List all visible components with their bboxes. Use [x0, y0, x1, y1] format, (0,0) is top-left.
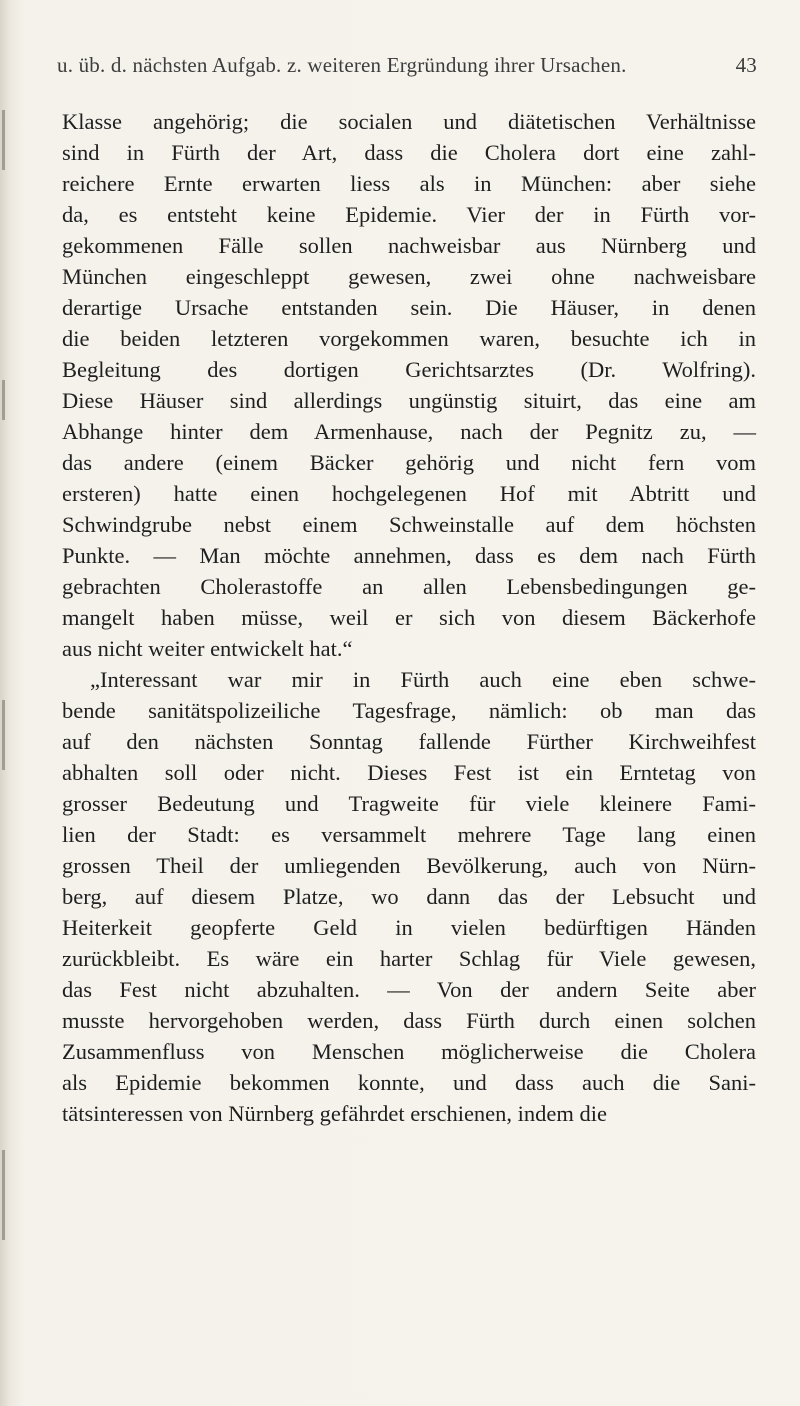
text-line: bende sanitätspolizeiliche Tagesfrage, nämlich: ob man das: [62, 698, 756, 723]
gutter-shadow: [2, 1150, 5, 1240]
text-line: gekommenen Fälle sollen nachweisbar aus Nürnberg und: [62, 233, 756, 258]
text-line: reichere Ernte erwarten liess als in München: aber siehe: [62, 171, 756, 196]
gutter-shadow: [2, 380, 5, 420]
text-line: abhalten soll oder nicht. Dieses Fest ist ein Erntetag von: [62, 760, 756, 785]
text-line: Heiterkeit geopferte Geld in vielen bedürftigen Händen: [62, 915, 756, 940]
running-head-text: u. üb. d. nächsten Aufgab. z. weiteren Ergründung ihrer Ursachen.: [57, 53, 627, 77]
text-line: Abhange hinter dem Armenhause, nach der Pegnitz zu, —: [62, 419, 756, 444]
text-line: Begleitung des dortigen Gerichtsarztes (Dr. Wolfring).: [62, 357, 756, 382]
text-line: das Fest nicht abzuhalten. — Von der andern Seite aber: [62, 977, 756, 1002]
text-line: berg, auf diesem Platze, wo dann das der Lebsucht und: [62, 884, 756, 909]
text-line: München eingeschleppt gewesen, zwei ohne nachweisbare: [62, 264, 756, 289]
text-line: sind in Fürth der Art, dass die Cholera dort eine zahl-: [62, 140, 756, 165]
running-head: [57, 53, 757, 78]
gutter-shadow: [2, 700, 5, 770]
text-line: grossen Theil der umliegenden Bevölkerung, auch von Nürn-: [62, 853, 756, 878]
text-line: derartige Ursache entstanden sein. Die Häuser, in denen: [62, 295, 756, 320]
text-line: ersteren) hatte einen hochgelegenen Hof mit Abtritt und: [62, 481, 756, 506]
text-line: Zusammenfluss von Menschen möglicherweise die Cholera: [62, 1039, 756, 1064]
text-line: aus nicht weiter entwickelt hat.“: [62, 636, 353, 661]
page-number: 43: [735, 53, 757, 77]
text-line: lien der Stadt: es versammelt mehrere Tage lang einen: [62, 822, 756, 847]
text-line: auf den nächsten Sonntag fallende Fürther Kirchweihfest: [62, 729, 756, 754]
text-line: Punkte. — Man möchte annehmen, dass es dem nach Fürth: [62, 543, 756, 568]
text-line: das andere (einem Bäcker gehörig und nicht fern vom: [62, 450, 756, 475]
text-line: zurückbleibt. Es wäre ein harter Schlag für Viele gewesen,: [62, 946, 756, 971]
gutter-shadow: [2, 110, 5, 170]
body-text: [62, 106, 756, 1129]
text-line: Schwindgrube nebst einem Schweinstalle auf dem höchsten: [62, 512, 756, 537]
text-line: grosser Bedeutung und Tragweite für viele kleinere Fami-: [62, 791, 756, 816]
text-line: als Epidemie bekommen konnte, und dass auch die Sani-: [62, 1070, 756, 1095]
text-line: die beiden letzteren vorgekommen waren, besuchte ich in: [62, 326, 756, 351]
text-line: gebrachten Cholerastoffe an allen Lebensbedingungen ge-: [62, 574, 756, 599]
text-line: musste hervorgehoben werden, dass Fürth durch einen solchen: [62, 1008, 756, 1033]
text-line: tätsinteressen von Nürnberg gefährdet erschienen, indem die: [62, 1101, 608, 1126]
text-line: „Interessant war mir in Fürth auch eine eben schwe-: [90, 667, 756, 692]
text-line: Diese Häuser sind allerdings ungünstig situirt, das eine am: [62, 388, 756, 413]
text-line: mangelt haben müsse, weil er sich von diesem Bäckerhofe: [62, 605, 756, 630]
text-line: da, es entsteht keine Epidemie. Vier der in Fürth vor-: [62, 202, 756, 227]
text-line: Klasse angehörig; die socialen und diätetischen Verhältnisse: [62, 109, 756, 134]
